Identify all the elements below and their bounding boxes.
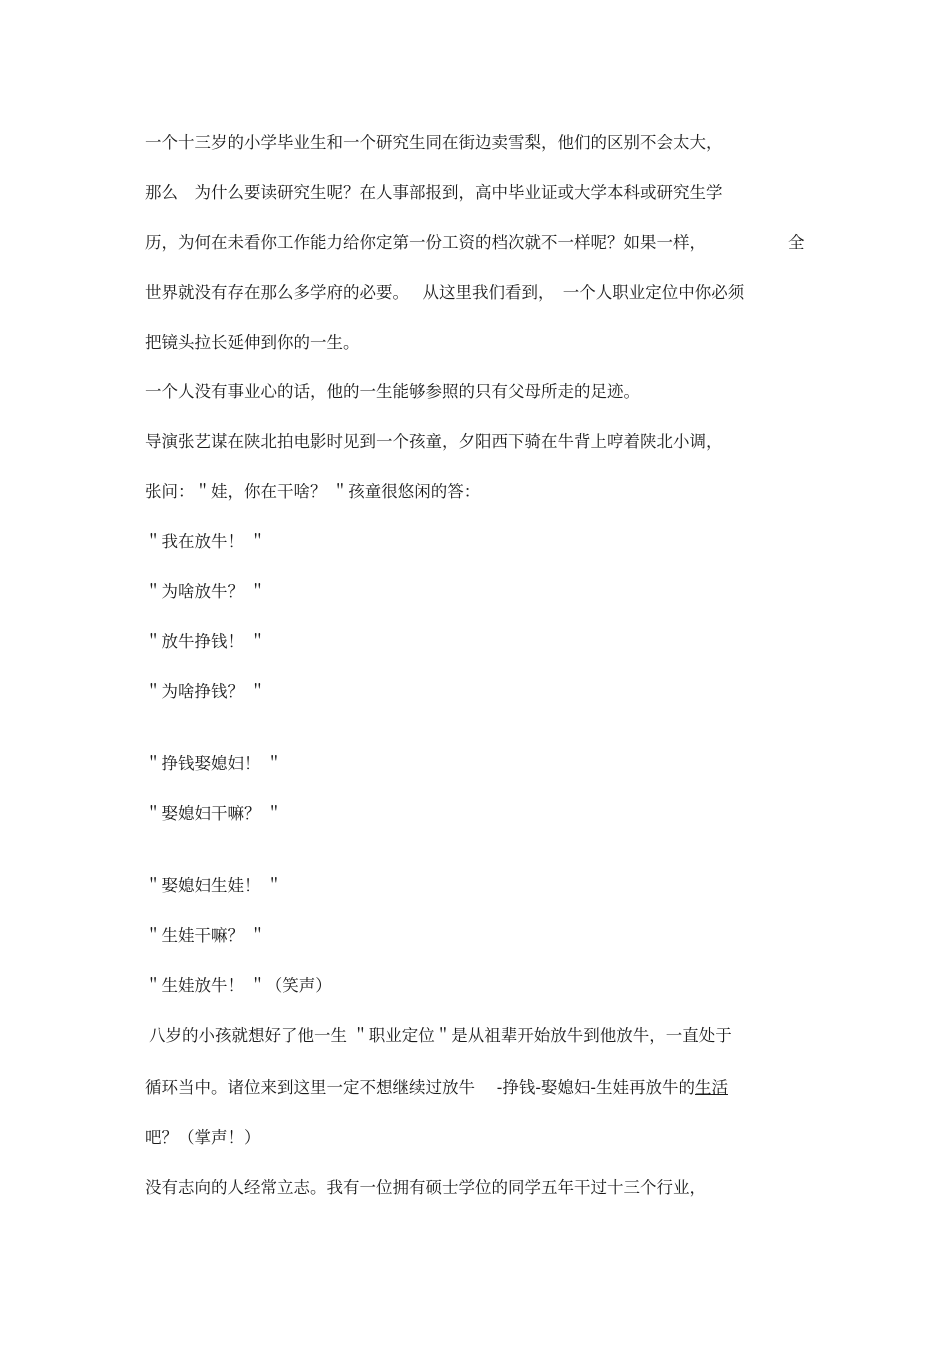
dialogue-line: ＂娶媳妇干嘛？ ＂ bbox=[145, 804, 283, 823]
paragraph-line: 一个人没有事业心的话，他的一生能够参照的只有父母所走的足迹。 bbox=[145, 382, 640, 401]
paragraph-text: 循环当中。诸位来到这里一定不想继续过放牛 -挣钱-娶媳妇-生娃再放牛的 bbox=[145, 1078, 695, 1097]
dialogue-line: ＂为啥挣钱？ ＂ bbox=[145, 682, 266, 701]
paragraph-line: 八岁的小孩就想好了他一生 ＂职业定位＂是从祖辈开始放牛到他放牛，一直处于 bbox=[149, 1026, 732, 1045]
paragraph-line: 历，为何在未看你工作能力给你定第一份工资的档次就不一样呢？如果一样， bbox=[145, 233, 706, 252]
dialogue-line: ＂娶媳妇生娃！ ＂ bbox=[145, 876, 283, 895]
dialogue-line: ＂我在放牛！ ＂ bbox=[145, 532, 266, 551]
dialogue-line: ＂为啥放牛？ ＂ bbox=[145, 582, 266, 601]
dialogue-line: ＂挣钱娶媳妇！ ＂ bbox=[145, 754, 283, 773]
dialogue-line: ＂生娃干嘛？ ＂ bbox=[145, 926, 266, 945]
paragraph-line: 把镜头拉长延伸到你的一生。 bbox=[145, 333, 360, 352]
underlined-text: 生活 bbox=[694, 1078, 728, 1097]
paragraph-line-tail: 全 bbox=[788, 233, 805, 252]
paragraph-line: 一个十三岁的小学毕业生和一个研究生同在街边卖雪梨，他们的区别不会太大， bbox=[145, 133, 723, 152]
paragraph-line: 没有志向的人经常立志。我有一位拥有硕士学位的同学五年干过十三个行业， bbox=[145, 1178, 706, 1197]
paragraph-line bbox=[145, 1076, 728, 1100]
paragraph-line: 导演张艺谋在陕北拍电影时见到一个孩童，夕阳西下骑在牛背上哼着陕北小调， bbox=[145, 432, 723, 451]
dialogue-line: ＂生娃放牛！ ＂（笑声） bbox=[145, 976, 332, 995]
paragraph-line: 那么 为什么要读研究生呢？在人事部报到，高中毕业证或大学本科或研究生学 bbox=[145, 183, 723, 202]
dialogue-line: ＂放牛挣钱！ ＂ bbox=[145, 632, 266, 651]
paragraph-line: 吧？（掌声！） bbox=[145, 1128, 261, 1147]
paragraph-line: 张问：＂娃，你在干啥？ ＂孩童很悠闲的答： bbox=[145, 482, 481, 501]
paragraph-line: 世界就没有存在那么多学府的必要。 从这里我们看到， 一个人职业定位中你必须 bbox=[145, 283, 745, 302]
